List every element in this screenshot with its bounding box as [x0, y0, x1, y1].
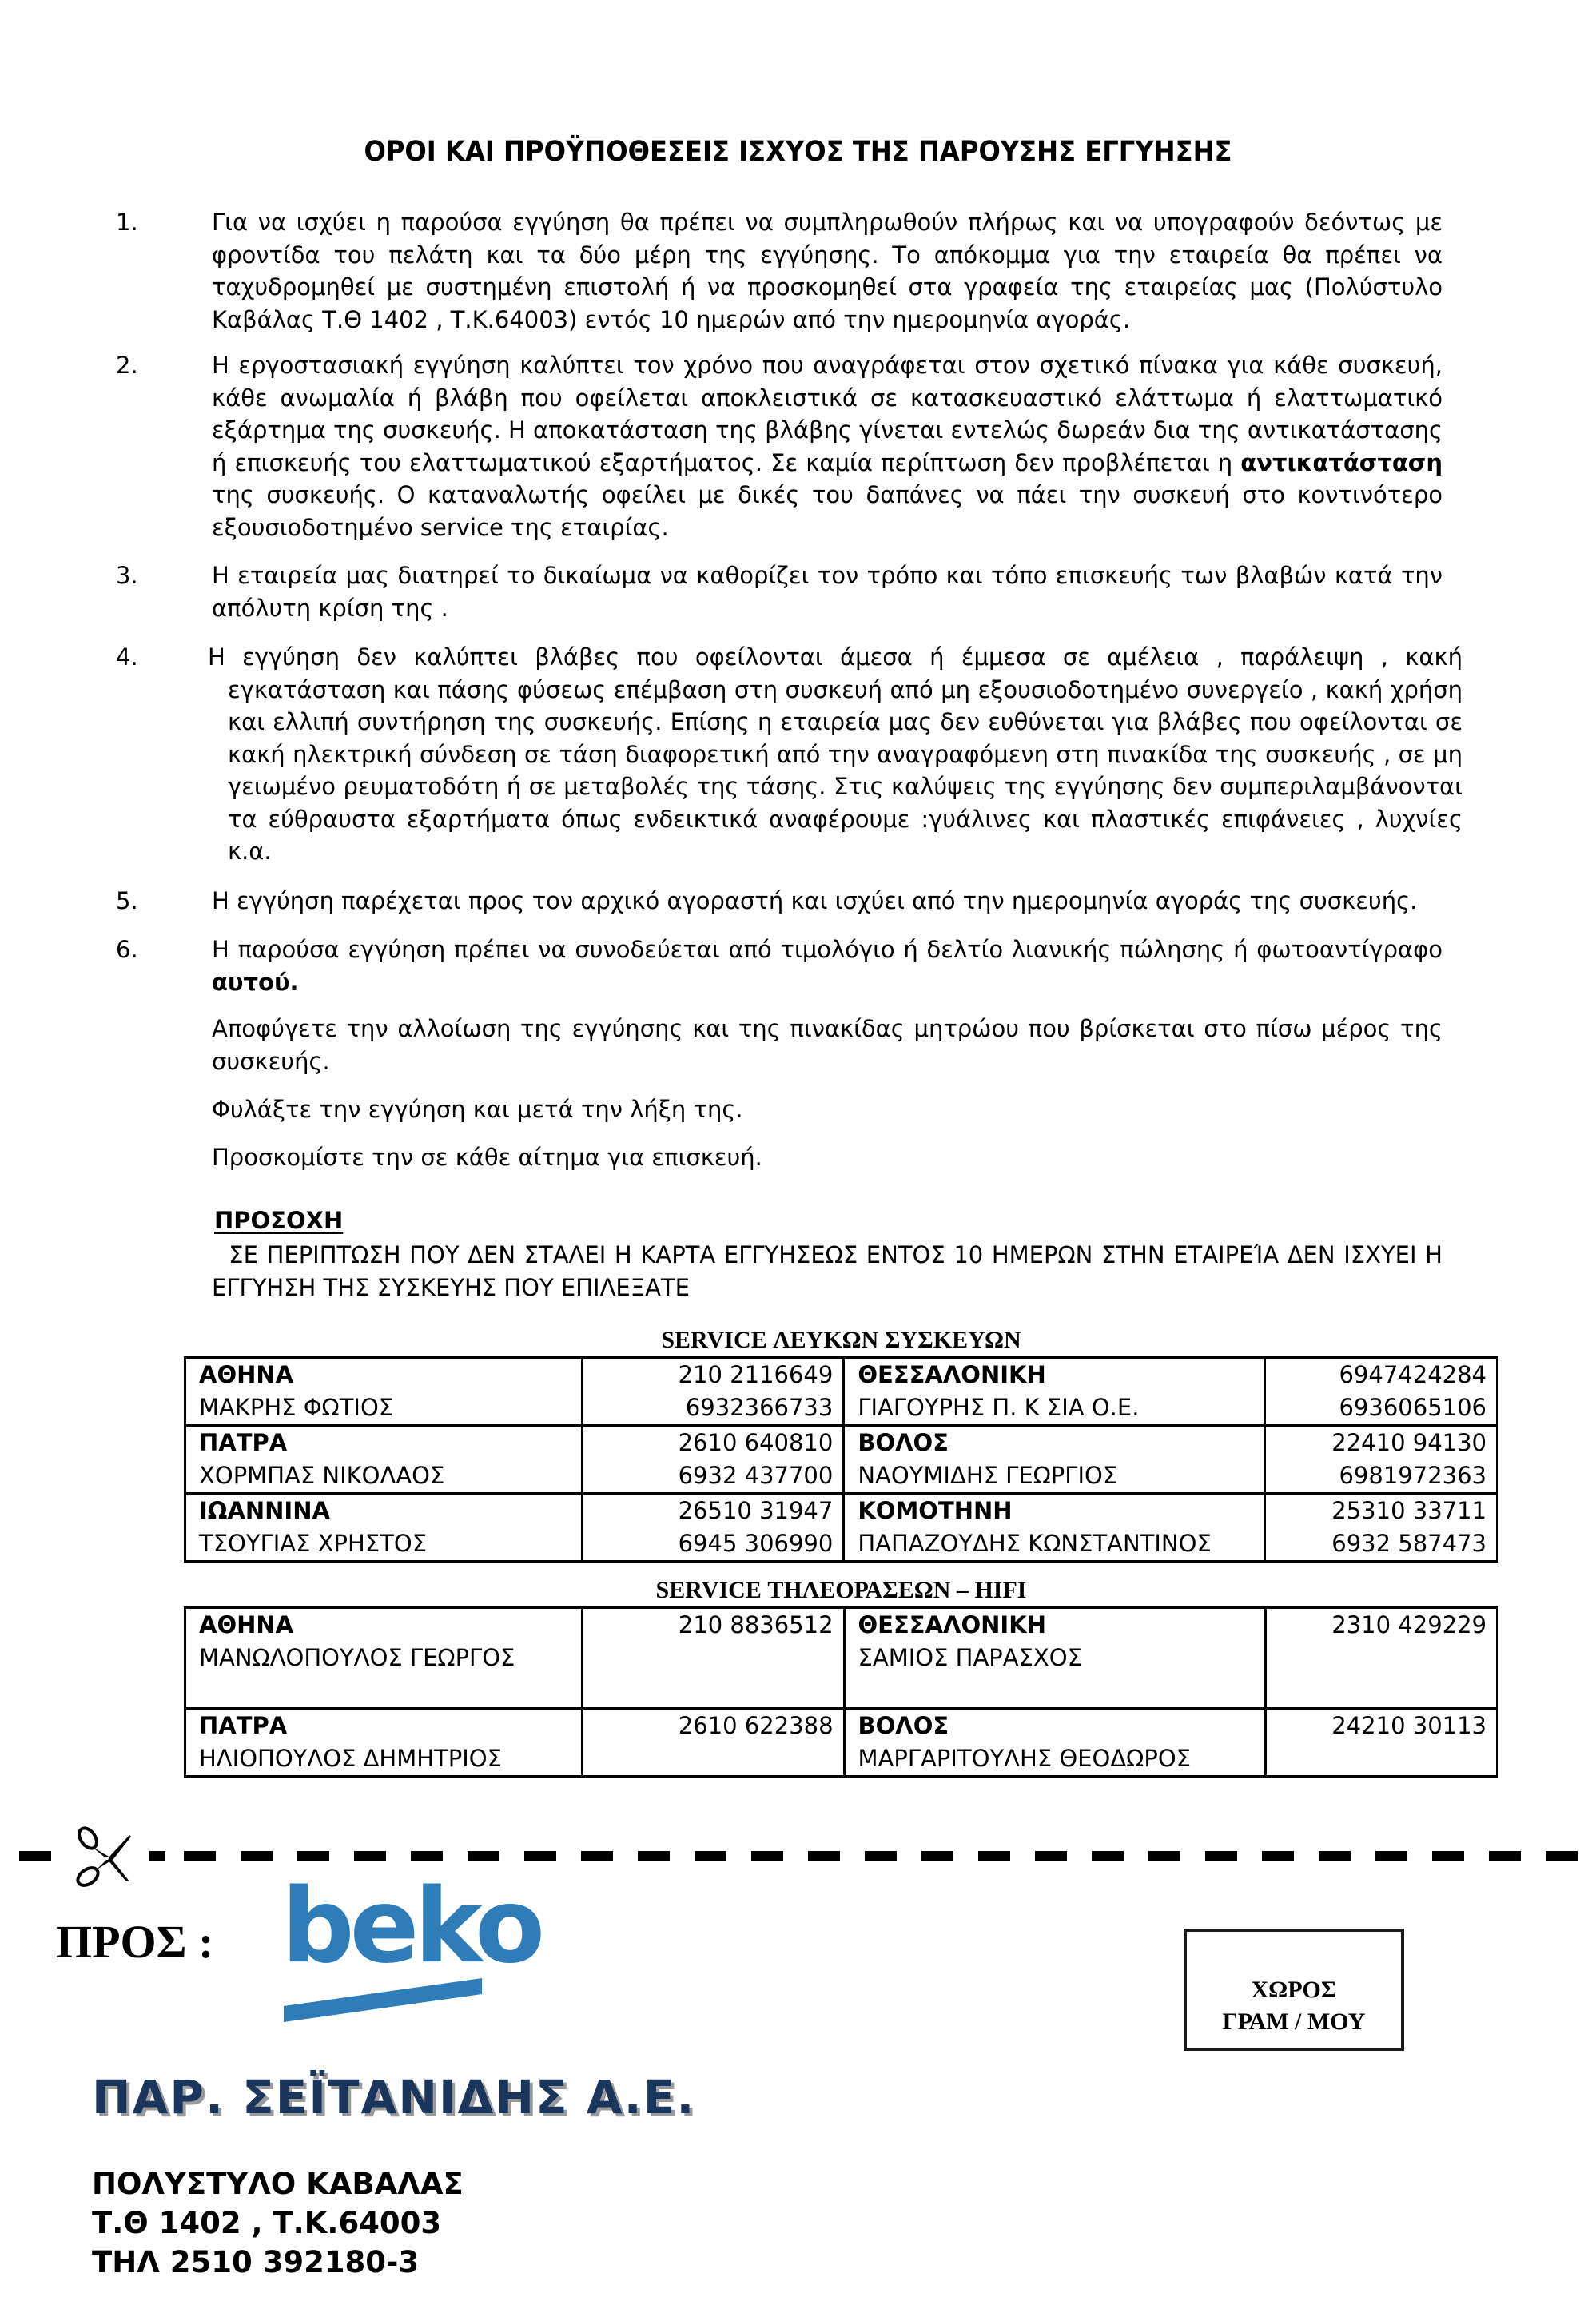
term-text — [212, 934, 1443, 998]
stamp-box — [1184, 1929, 1404, 2051]
cut-line-dash — [149, 1851, 165, 1861]
note: Φυλάξτε την εγγύηση και μετά την λήξη της. — [212, 1096, 743, 1123]
service-city: ΠΑΤΡΑ — [199, 1712, 288, 1739]
cut-line-dash — [468, 1851, 499, 1861]
term-text-emphasis: αντικατάσταση — [1240, 448, 1443, 476]
cut-line-dash — [978, 1851, 1010, 1861]
phone-number: 25310 33711 — [1331, 1497, 1487, 1524]
service-row — [185, 1494, 1498, 1562]
address-line: ΤΗΛ 2510 392180-3 — [92, 2245, 420, 2279]
cut-line-dash — [581, 1851, 613, 1861]
service-technician: ΣΑΜΙΟΣ ΠΑΡΑΣΧΟΣ — [858, 1644, 1082, 1671]
service-city: ΑΘΗΝΑ — [199, 1361, 294, 1388]
service-technician: ΜΑΡΓΑΡΙΤΟΥΛΗΣ ΘΕΟΔΩΡΟΣ — [858, 1745, 1191, 1772]
term-number: 4. — [116, 643, 138, 671]
phone-number: 6981972363 — [1339, 1462, 1487, 1489]
term-text: Η εγγύηση δεν καλύπτει βλάβες που οφείλονται άμεσα ή έμμεσα σε αμέλεια , παράλειψη , κακή εγκατάσταση και πάσης φύσεως επέμβαση στη συσκευή από μη εξουσιοδοτημένο συνεργείο , κακή χρήση και ελλιπή συντήρηση της συσκευής. Επίσης η εταιρεία μας δεν ευθύνεται για βλάβες που οφείλονται σε κακή ηλεκτρική σύνδεση σε τάση διαφορετική από την αναγραφόμενη στη πινακίδα της συσκευής , σε μη γειωμένο ρευματοδότη ή σε μεταβολές της τάσης. Στις καλύψεις της εγγύησης δεν συμπεριλαμβάνονται τα εύθραυστα εξαρτήματα όπως ενδεικτικά αναφέρουμε :γυάλινες και πλαστικές επιφάνειες , λυχνίες κ.α. — [208, 643, 1463, 865]
service-phone-cell — [1265, 1494, 1498, 1562]
cut-line-dash — [1148, 1851, 1180, 1861]
phone-number: 6932 587473 — [1331, 1530, 1487, 1557]
service-city: ΒΟΛΟΣ — [858, 1712, 949, 1739]
service-phone-cell — [583, 1608, 844, 1709]
service-row — [185, 1608, 1498, 1709]
term-number: 3. — [116, 562, 138, 589]
term-text — [212, 349, 1443, 543]
service-city: ΠΑΤΡΑ — [199, 1429, 288, 1456]
service-phone-cell — [1265, 1709, 1497, 1777]
cut-line-dash — [865, 1851, 897, 1861]
phone-number: 22410 94130 — [1331, 1429, 1487, 1456]
service-phone-cell — [583, 1709, 844, 1777]
service-tv-table — [184, 1606, 1498, 1778]
service-city: ΙΩΑΝΝΙΝΑ — [199, 1497, 330, 1524]
phone-number: 26510 31947 — [678, 1497, 834, 1524]
phone-number: 6945 306990 — [678, 1530, 834, 1557]
service-center-cell — [844, 1709, 1265, 1777]
service-center-cell — [844, 1358, 1265, 1426]
service-center-cell — [844, 1494, 1265, 1562]
service-phone-cell — [1265, 1426, 1498, 1494]
note: Προσκομίστε την σε κάθε αίτημα για επισκευή. — [212, 1144, 762, 1171]
service-technician: ΠΑΠΑΖΟΥΔΗΣ ΚΩΝΣΤΑΝΤΙΝΟΣ — [858, 1530, 1212, 1557]
cut-line-dash — [184, 1851, 216, 1861]
phone-number: 6932 437700 — [678, 1462, 834, 1489]
page-title: ΟΡΟΙ ΚΑΙ ΠΡΟΫΠΟΘΕΣΕΙΣ ΙΣΧΥΟΣ ΤΗΣ ΠΑΡΟΥΣΗΣ ΕΓΓΥΗΣΗΣ — [364, 136, 1232, 168]
service-technician: ΓΙΑΓΟΥΡΗΣ Π. Κ ΣΙΑ Ο.Ε. — [858, 1394, 1140, 1421]
service-city: ΒΟΛΟΣ — [858, 1429, 949, 1456]
service-city: ΑΘΗΝΑ — [199, 1611, 294, 1638]
cut-line-dash — [354, 1851, 386, 1861]
service-technician: ΜΑΝΩΛΟΠΟΥΛΟΣ ΓΕΩΡΓΟΣ — [199, 1644, 515, 1671]
service-white-title: SERVICE ΛΕΥΚΩΝ ΣΥΣΚΕΥΩΝ — [661, 1327, 1021, 1353]
service-center-cell — [185, 1494, 583, 1562]
cut-line-dash — [297, 1851, 329, 1861]
term-number: 1. — [116, 209, 138, 236]
service-phone-cell — [582, 1358, 844, 1426]
term-text: Η εγγύηση παρέχεται προς τον αρχικό αγοραστή και ισχύει από την ημερομηνία αγοράς της συσκευής. — [212, 887, 1418, 914]
service-white-table — [184, 1356, 1498, 1563]
service-row — [185, 1709, 1498, 1777]
term-text: Η εταιρεία μας διατηρεί το δικαίωμα να καθορίζει τον τρόπο και τόπο επισκευής των βλαβών κατά την απόλυτη κρίση της . — [212, 562, 1443, 622]
phone-number: 6936065106 — [1339, 1394, 1487, 1421]
phone-number: 6932366733 — [685, 1394, 834, 1421]
cut-line-dash — [695, 1851, 726, 1861]
service-technician: ΧΟΡΜΠΑΣ ΝΙΚΟΛΑΟΣ — [199, 1462, 445, 1489]
cut-line — [0, 1851, 1596, 1862]
cut-line-dash — [1092, 1851, 1124, 1861]
phone-number: 210 2116649 — [678, 1361, 834, 1388]
beko-logo — [281, 1867, 541, 2026]
cut-line-dash — [19, 1851, 51, 1861]
scissors-icon — [72, 1825, 136, 1889]
term-text-emphasis: αυτού. — [212, 968, 299, 996]
cut-line-dash — [1432, 1851, 1464, 1861]
term-number: 5. — [116, 887, 138, 914]
service-technician: ΜΑΚΡΗΣ ΦΩΤΙΟΣ — [199, 1394, 394, 1421]
term-number: 6. — [116, 936, 138, 963]
service-phone-cell — [1265, 1608, 1497, 1709]
phone-number: 2610 640810 — [678, 1429, 834, 1456]
phone-number: 24210 30113 — [1331, 1712, 1487, 1739]
service-phone-cell — [1265, 1358, 1498, 1426]
cut-line-dash — [1489, 1851, 1521, 1861]
cut-line-dash — [241, 1851, 273, 1861]
beko-logo-underline — [284, 1978, 492, 2026]
service-phone-cell — [582, 1494, 844, 1562]
service-city: ΘΕΣΣΑΛΟΝΙΚΗ — [858, 1611, 1046, 1638]
cut-line-dash — [1546, 1851, 1578, 1861]
service-city: ΘΕΣΣΑΛΟΝΙΚΗ — [858, 1361, 1046, 1388]
cut-line-dash — [751, 1851, 783, 1861]
note: Αποφύγετε την αλλοίωση της εγγύησης και της πινακίδας μητρώου που βρίσκεται στο πίσω μέρος της συσκευής. — [212, 1015, 1443, 1075]
phone-number: 2310 429229 — [1331, 1611, 1487, 1638]
service-technician: ΝΑΟΥΜΙΔΗΣ ΓΕΩΡΓΙΟΣ — [858, 1462, 1118, 1489]
cut-line-dash — [808, 1851, 840, 1861]
address-line: ΠΟΛΥΣΤΥΛΟ ΚΑΒΑΛΑΣ — [92, 2167, 464, 2201]
stamp-label-line1: ΧΩΡΟΣ — [1251, 1977, 1337, 2003]
term-text-part: της συσκευής. Ο καταναλωτής οφείλει με δικές του δαπάνες να πάει την συσκευή στο κοντινότερο εξουσιοδοτημένο service της εταιρίας. — [212, 481, 1443, 541]
cut-line-dash — [524, 1851, 556, 1861]
term-text: Για να ισχύει η παρούσα εγγύηση θα πρέπει να συμπληρωθούν πλήρως και να υπογραφούν δεόντως με φροντίδα του πελάτη και τα δύο μέρη της εγγύησης. Το απόκομμα για την εταιρεία θα πρέπει να ταχυδρομηθεί με συστημένη επιστολή ή να προσκομηθεί στα γραφεία της εταιρείας μας (Πολύστυλο Καβάλας Τ.Θ 1402 , Τ.Κ.64003) εντός 10 ημερών από την ημερομηνία αγοράς. — [212, 209, 1443, 333]
to-label: ΠΡΟΣ : — [56, 1916, 214, 1968]
service-center-cell — [844, 1426, 1265, 1494]
beko-logo-text: beko — [281, 1867, 541, 1986]
term-text-part: Η παρούσα εγγύηση πρέπει να συνοδεύεται από τιμολόγιο ή δελτίο λιανικής πώλησης ή φωτοαντίγραφο — [212, 936, 1443, 963]
service-city: ΚΟΜΟΤΗΝΗ — [858, 1497, 1013, 1524]
company-address — [92, 2164, 464, 2282]
term-number: 2. — [116, 352, 138, 379]
phone-number: 6947424284 — [1339, 1361, 1487, 1388]
cut-line-dash — [1375, 1851, 1407, 1861]
service-center-cell — [185, 1608, 583, 1709]
cut-line-dash — [1205, 1851, 1237, 1861]
service-technician: ΗΛΙΟΠΟΥΛΟΣ ΔΗΜΗΤΡΙΟΣ — [199, 1745, 502, 1772]
term-text-part: Η εργοστασιακή εγγύηση καλύπτει τον χρόνο που αναγράφεται στον σχετικό πίνακα για κάθε συσκευή, κάθε ανωμαλία ή βλάβη που οφείλεται αποκλειστικά σε κατασκευαστικό ελάττωμα ή ελαττωματικό εξάρτημα της συσκευής. Η αποκατάσταση της βλάβης γίνεται εντελώς δωρεάν δια της αντικατάστασης ή επισκευής του ελαττωματικού εξαρτήματος. Σε καμία περίπτωση δεν προβλέπεται η — [212, 352, 1443, 476]
service-center-cell — [185, 1709, 583, 1777]
service-center-cell — [185, 1426, 583, 1494]
service-row — [185, 1358, 1498, 1426]
phone-number: 2610 622388 — [678, 1712, 834, 1739]
company-name: ΠΑΡ. ΣΕΪΤΑΝΙΔΗΣ Α.Ε. — [92, 2070, 696, 2124]
address-line: Τ.Θ 1402 , Τ.Κ.64003 — [92, 2206, 442, 2240]
cut-line-dash — [1035, 1851, 1067, 1861]
cut-line-dash — [1319, 1851, 1351, 1861]
service-row — [185, 1426, 1498, 1494]
phone-number: 210 8836512 — [678, 1611, 834, 1638]
attention-heading: ΠΡΟΣΟΧΗ — [214, 1207, 344, 1234]
stamp-label-line2: ΓΡΑΜ / ΜΟΥ — [1222, 2008, 1366, 2035]
service-tv-title: SERVICE ΤΗΛΕΟΡΑΣΕΩΝ – HIFI — [655, 1577, 1027, 1603]
cut-line-dash — [411, 1851, 443, 1861]
cut-line-dash — [921, 1851, 953, 1861]
service-center-cell — [844, 1608, 1265, 1709]
service-center-cell — [185, 1358, 583, 1426]
service-technician: ΤΣΟΥΓΙΑΣ ΧΡΗΣΤΟΣ — [199, 1530, 428, 1557]
cut-line-dash — [638, 1851, 670, 1861]
attention-text: ΣΕ ΠΕΡΙΠΤΩΣΗ ΠΟΥ ΔΕΝ ΣΤΑΛΕΙ Η ΚΑΡΤΑ ΕΓΓΥΗΣΕΩΣ ΕΝΤΟΣ 10 ΗΜΕΡΩΝ ΣΤΗΝ ΕΤΑΙΡΕΊΑ ΔΕΝ ΙΣΧΥΕΙ Η ΕΓΓΥΗΣΗ ΤΗΣ ΣΥΣΚΕΥΗΣ ΠΟΥ ΕΠΙΛΕΞΑΤΕ — [212, 1241, 1451, 1301]
cut-line-dash — [1262, 1851, 1294, 1861]
service-phone-cell — [582, 1426, 844, 1494]
